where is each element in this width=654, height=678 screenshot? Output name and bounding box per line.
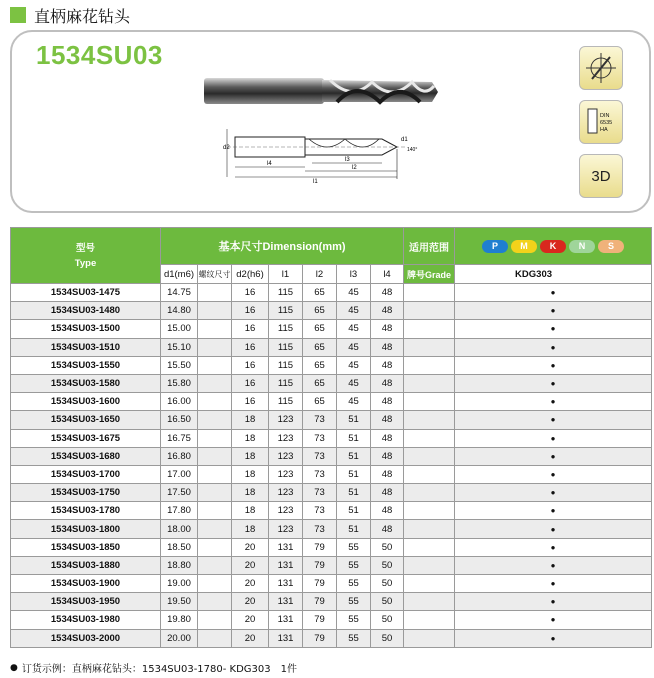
table-row bbox=[11, 411, 652, 429]
cell-d1: 16.80 bbox=[161, 447, 198, 465]
col-d1: d1(m6) bbox=[161, 265, 198, 284]
cell-l1: 131 bbox=[269, 629, 303, 647]
cell-l2: 79 bbox=[303, 575, 337, 593]
label-l4: l4 bbox=[267, 161, 272, 167]
cell-d1: 17.80 bbox=[161, 502, 198, 520]
cell-l4: 48 bbox=[371, 284, 404, 302]
cell-d2: 20 bbox=[232, 593, 269, 611]
cell-thread bbox=[198, 338, 232, 356]
cell-thread bbox=[198, 447, 232, 465]
cell-available: ● bbox=[455, 575, 652, 593]
cell-available: ● bbox=[455, 393, 652, 411]
cell-l2: 79 bbox=[303, 538, 337, 556]
cell-scope bbox=[404, 338, 455, 356]
table-row bbox=[11, 465, 652, 483]
cutting-edge-icon bbox=[579, 46, 623, 90]
table-row bbox=[11, 447, 652, 465]
cell-d1: 15.80 bbox=[161, 374, 198, 392]
cell-thread bbox=[198, 520, 232, 538]
cell-l4: 48 bbox=[371, 338, 404, 356]
cell-d2: 20 bbox=[232, 556, 269, 574]
table-row bbox=[11, 338, 652, 356]
cell-l3: 55 bbox=[337, 538, 371, 556]
cell-l4: 48 bbox=[371, 393, 404, 411]
cell-scope bbox=[404, 538, 455, 556]
standard-text-2: 6535 bbox=[600, 120, 613, 126]
cell-type: 1534SU03-1580 bbox=[11, 374, 161, 392]
cell-l3: 51 bbox=[337, 502, 371, 520]
cell-l3: 55 bbox=[337, 593, 371, 611]
drill-photo bbox=[202, 72, 442, 114]
cell-available: ● bbox=[455, 538, 652, 556]
cell-thread bbox=[198, 429, 232, 447]
cell-type: 1534SU03-1800 bbox=[11, 520, 161, 538]
grade-value: KDG303 bbox=[455, 265, 652, 284]
cell-d1: 16.75 bbox=[161, 429, 198, 447]
cell-thread bbox=[198, 465, 232, 483]
cell-d2: 18 bbox=[232, 520, 269, 538]
cell-l2: 65 bbox=[303, 320, 337, 338]
cell-l4: 50 bbox=[371, 538, 404, 556]
cell-d2: 20 bbox=[232, 575, 269, 593]
cell-scope bbox=[404, 320, 455, 338]
cell-available: ● bbox=[455, 629, 652, 647]
col-d2: d2(h6) bbox=[232, 265, 269, 284]
cell-thread bbox=[198, 611, 232, 629]
cell-type: 1534SU03-1510 bbox=[11, 338, 161, 356]
cell-type: 1534SU03-1950 bbox=[11, 593, 161, 611]
cell-l2: 65 bbox=[303, 374, 337, 392]
cell-d2: 16 bbox=[232, 356, 269, 374]
cell-l2: 65 bbox=[303, 393, 337, 411]
cell-type: 1534SU03-1475 bbox=[11, 284, 161, 302]
order-example bbox=[10, 660, 297, 675]
cell-scope bbox=[404, 374, 455, 392]
cell-l3: 45 bbox=[337, 393, 371, 411]
cell-type: 1534SU03-1980 bbox=[11, 611, 161, 629]
cell-available: ● bbox=[455, 556, 652, 574]
cell-thread bbox=[198, 320, 232, 338]
cell-l3: 45 bbox=[337, 356, 371, 374]
cell-l2: 73 bbox=[303, 484, 337, 502]
cell-l4: 48 bbox=[371, 320, 404, 338]
cell-thread bbox=[198, 538, 232, 556]
type-header-en: Type bbox=[74, 257, 97, 269]
cell-scope bbox=[404, 465, 455, 483]
cell-d1: 16.00 bbox=[161, 393, 198, 411]
cell-l1: 123 bbox=[269, 429, 303, 447]
cell-thread bbox=[198, 411, 232, 429]
cell-l2: 65 bbox=[303, 356, 337, 374]
cell-thread bbox=[198, 593, 232, 611]
cell-l3: 45 bbox=[337, 338, 371, 356]
cell-l4: 48 bbox=[371, 465, 404, 483]
product-panel bbox=[10, 30, 651, 213]
cell-d2: 18 bbox=[232, 502, 269, 520]
page-title: 直柄麻花钻头 bbox=[34, 6, 131, 26]
table-row bbox=[11, 356, 652, 374]
cell-l3: 51 bbox=[337, 447, 371, 465]
cell-available: ● bbox=[455, 374, 652, 392]
shank-standard-icon bbox=[579, 100, 623, 144]
cell-l2: 79 bbox=[303, 629, 337, 647]
standard-text-1: DIN bbox=[600, 113, 610, 119]
col-l4: l4 bbox=[371, 265, 404, 284]
cell-l1: 115 bbox=[269, 302, 303, 320]
bullet-icon: ● bbox=[10, 662, 18, 673]
table-row bbox=[11, 502, 652, 520]
cell-d1: 19.50 bbox=[161, 593, 198, 611]
cell-scope bbox=[404, 502, 455, 520]
cell-l2: 65 bbox=[303, 284, 337, 302]
cell-type: 1534SU03-1480 bbox=[11, 302, 161, 320]
cell-available: ● bbox=[455, 484, 652, 502]
cell-type: 1534SU03-1675 bbox=[11, 429, 161, 447]
cell-l1: 131 bbox=[269, 575, 303, 593]
cell-type: 1534SU03-1550 bbox=[11, 356, 161, 374]
cell-l1: 115 bbox=[269, 393, 303, 411]
order-example-text: 订货示例：直柄麻花钻头：1534SU03-1780- KDG303 1件 bbox=[21, 664, 298, 675]
cell-l1: 123 bbox=[269, 465, 303, 483]
material-badge-n: N bbox=[569, 240, 595, 253]
cell-d1: 15.00 bbox=[161, 320, 198, 338]
cell-l3: 51 bbox=[337, 520, 371, 538]
cell-available: ● bbox=[455, 320, 652, 338]
cell-l3: 55 bbox=[337, 611, 371, 629]
table-row bbox=[11, 611, 652, 629]
label-l2: l2 bbox=[352, 165, 357, 171]
dimension-3d-label: 3D bbox=[591, 167, 611, 185]
cell-type: 1534SU03-2000 bbox=[11, 629, 161, 647]
cell-d2: 16 bbox=[232, 320, 269, 338]
cell-d1: 19.00 bbox=[161, 575, 198, 593]
cell-l3: 45 bbox=[337, 320, 371, 338]
table-row bbox=[11, 484, 652, 502]
drill-drawing bbox=[217, 127, 437, 185]
cell-l2: 65 bbox=[303, 302, 337, 320]
cell-thread bbox=[198, 393, 232, 411]
cell-l1: 115 bbox=[269, 320, 303, 338]
cell-l4: 48 bbox=[371, 374, 404, 392]
cell-l2: 73 bbox=[303, 520, 337, 538]
cell-l3: 45 bbox=[337, 302, 371, 320]
cell-d2: 18 bbox=[232, 429, 269, 447]
cell-l1: 115 bbox=[269, 284, 303, 302]
cell-l4: 48 bbox=[371, 484, 404, 502]
spec-table bbox=[10, 227, 652, 648]
cell-thread bbox=[198, 484, 232, 502]
cell-d1: 16.50 bbox=[161, 411, 198, 429]
cell-l2: 79 bbox=[303, 556, 337, 574]
cell-d1: 18.50 bbox=[161, 538, 198, 556]
cell-l4: 48 bbox=[371, 302, 404, 320]
cell-thread bbox=[198, 356, 232, 374]
cell-scope bbox=[404, 593, 455, 611]
standard-text-3: HA bbox=[600, 127, 608, 133]
cell-available: ● bbox=[455, 447, 652, 465]
cell-d2: 18 bbox=[232, 484, 269, 502]
col-l1: l1 bbox=[269, 265, 303, 284]
cell-l2: 65 bbox=[303, 338, 337, 356]
cell-scope bbox=[404, 411, 455, 429]
table-row bbox=[11, 284, 652, 302]
cell-l1: 131 bbox=[269, 556, 303, 574]
cell-l1: 123 bbox=[269, 502, 303, 520]
cell-thread bbox=[198, 556, 232, 574]
type-header bbox=[11, 228, 161, 284]
cell-available: ● bbox=[455, 520, 652, 538]
material-badges bbox=[455, 228, 652, 265]
label-d1: d1 bbox=[401, 137, 408, 143]
cell-scope bbox=[404, 393, 455, 411]
cell-l3: 55 bbox=[337, 556, 371, 574]
cell-l3: 55 bbox=[337, 575, 371, 593]
cell-l2: 73 bbox=[303, 447, 337, 465]
cell-type: 1534SU03-1680 bbox=[11, 447, 161, 465]
cell-type: 1534SU03-1650 bbox=[11, 411, 161, 429]
cell-scope bbox=[404, 356, 455, 374]
cell-d2: 18 bbox=[232, 465, 269, 483]
cell-d1: 18.80 bbox=[161, 556, 198, 574]
cell-d2: 16 bbox=[232, 302, 269, 320]
cell-l4: 48 bbox=[371, 356, 404, 374]
title-marker bbox=[10, 7, 26, 23]
grade-header: 牌号Grade bbox=[404, 265, 455, 284]
cell-l3: 55 bbox=[337, 629, 371, 647]
cell-scope bbox=[404, 556, 455, 574]
cell-l4: 48 bbox=[371, 447, 404, 465]
cell-type: 1534SU03-1900 bbox=[11, 575, 161, 593]
cell-scope bbox=[404, 302, 455, 320]
cell-scope bbox=[404, 629, 455, 647]
cell-d1: 17.50 bbox=[161, 484, 198, 502]
cell-thread bbox=[198, 374, 232, 392]
cell-available: ● bbox=[455, 302, 652, 320]
material-badge-m: M bbox=[511, 240, 537, 253]
cell-l1: 131 bbox=[269, 593, 303, 611]
cell-l2: 73 bbox=[303, 502, 337, 520]
table-row bbox=[11, 374, 652, 392]
cell-d1: 18.00 bbox=[161, 520, 198, 538]
cell-type: 1534SU03-1600 bbox=[11, 393, 161, 411]
cell-d2: 20 bbox=[232, 611, 269, 629]
cell-l1: 131 bbox=[269, 611, 303, 629]
cell-d2: 18 bbox=[232, 411, 269, 429]
cell-d1: 19.80 bbox=[161, 611, 198, 629]
cell-l1: 115 bbox=[269, 374, 303, 392]
cell-l4: 50 bbox=[371, 556, 404, 574]
cell-l2: 79 bbox=[303, 593, 337, 611]
cell-type: 1534SU03-1500 bbox=[11, 320, 161, 338]
cell-l4: 50 bbox=[371, 629, 404, 647]
col-l2: l2 bbox=[303, 265, 337, 284]
cell-l3: 45 bbox=[337, 284, 371, 302]
cell-thread bbox=[198, 302, 232, 320]
cell-l4: 48 bbox=[371, 520, 404, 538]
cell-type: 1534SU03-1750 bbox=[11, 484, 161, 502]
cell-l4: 50 bbox=[371, 593, 404, 611]
table-row bbox=[11, 320, 652, 338]
table-row bbox=[11, 556, 652, 574]
cell-scope bbox=[404, 284, 455, 302]
cell-l1: 131 bbox=[269, 538, 303, 556]
cell-d1: 15.10 bbox=[161, 338, 198, 356]
cell-l1: 123 bbox=[269, 411, 303, 429]
table-row bbox=[11, 629, 652, 647]
cell-d1: 17.00 bbox=[161, 465, 198, 483]
cell-scope bbox=[404, 611, 455, 629]
table-row bbox=[11, 575, 652, 593]
cell-available: ● bbox=[455, 611, 652, 629]
cell-scope bbox=[404, 484, 455, 502]
cell-scope bbox=[404, 575, 455, 593]
cell-type: 1534SU03-1880 bbox=[11, 556, 161, 574]
cell-l3: 51 bbox=[337, 411, 371, 429]
cell-l4: 48 bbox=[371, 429, 404, 447]
table-row bbox=[11, 393, 652, 411]
cell-available: ● bbox=[455, 465, 652, 483]
cell-d2: 18 bbox=[232, 447, 269, 465]
material-badge-s: S bbox=[598, 240, 624, 253]
col-thread: 螺纹尺寸 bbox=[198, 265, 232, 284]
scope-header: 适用范围 bbox=[404, 228, 455, 265]
cell-available: ● bbox=[455, 356, 652, 374]
cell-available: ● bbox=[455, 429, 652, 447]
cell-available: ● bbox=[455, 338, 652, 356]
cell-l3: 51 bbox=[337, 429, 371, 447]
label-angle: 140° bbox=[407, 147, 418, 153]
cell-available: ● bbox=[455, 411, 652, 429]
cell-l3: 45 bbox=[337, 374, 371, 392]
cell-d1: 14.75 bbox=[161, 284, 198, 302]
cell-l4: 48 bbox=[371, 502, 404, 520]
cell-l1: 123 bbox=[269, 520, 303, 538]
cell-l4: 48 bbox=[371, 411, 404, 429]
material-badge-k: K bbox=[540, 240, 566, 253]
dimension-header: 基本尺寸Dimension(mm) bbox=[161, 228, 404, 265]
cell-d2: 16 bbox=[232, 393, 269, 411]
cell-d2: 16 bbox=[232, 374, 269, 392]
cell-l1: 123 bbox=[269, 447, 303, 465]
cell-l1: 123 bbox=[269, 484, 303, 502]
label-l3: l3 bbox=[345, 157, 350, 163]
cell-l3: 51 bbox=[337, 465, 371, 483]
cell-d1: 20.00 bbox=[161, 629, 198, 647]
cell-l3: 51 bbox=[337, 484, 371, 502]
cell-type: 1534SU03-1700 bbox=[11, 465, 161, 483]
table-row bbox=[11, 429, 652, 447]
material-badge-p: P bbox=[482, 240, 508, 253]
cell-thread bbox=[198, 502, 232, 520]
cell-l1: 115 bbox=[269, 356, 303, 374]
table-row bbox=[11, 302, 652, 320]
cell-d2: 20 bbox=[232, 629, 269, 647]
cell-available: ● bbox=[455, 502, 652, 520]
type-header-cn: 型号 bbox=[75, 242, 95, 254]
cell-d2: 16 bbox=[232, 338, 269, 356]
label-d2: d2 bbox=[223, 145, 230, 151]
cell-type: 1534SU03-1780 bbox=[11, 502, 161, 520]
cell-thread bbox=[198, 629, 232, 647]
cell-scope bbox=[404, 447, 455, 465]
label-l1: l1 bbox=[313, 179, 318, 185]
cell-thread bbox=[198, 284, 232, 302]
cell-l1: 115 bbox=[269, 338, 303, 356]
cell-l4: 50 bbox=[371, 611, 404, 629]
product-code: 1534SU03 bbox=[36, 40, 163, 70]
cell-available: ● bbox=[455, 284, 652, 302]
cell-thread bbox=[198, 575, 232, 593]
page-header bbox=[10, 4, 130, 26]
cell-d2: 16 bbox=[232, 284, 269, 302]
cell-d2: 20 bbox=[232, 538, 269, 556]
cell-l2: 73 bbox=[303, 411, 337, 429]
cell-type: 1534SU03-1850 bbox=[11, 538, 161, 556]
table-row bbox=[11, 520, 652, 538]
cell-scope bbox=[404, 520, 455, 538]
table-row bbox=[11, 538, 652, 556]
cell-d1: 14.80 bbox=[161, 302, 198, 320]
table-row bbox=[11, 593, 652, 611]
cell-l2: 73 bbox=[303, 465, 337, 483]
cell-d1: 15.50 bbox=[161, 356, 198, 374]
cell-l4: 50 bbox=[371, 575, 404, 593]
cell-available: ● bbox=[455, 593, 652, 611]
col-l3: l3 bbox=[337, 265, 371, 284]
cell-l2: 79 bbox=[303, 611, 337, 629]
cell-l2: 73 bbox=[303, 429, 337, 447]
cell-scope bbox=[404, 429, 455, 447]
dimension-3d-icon bbox=[579, 154, 623, 198]
